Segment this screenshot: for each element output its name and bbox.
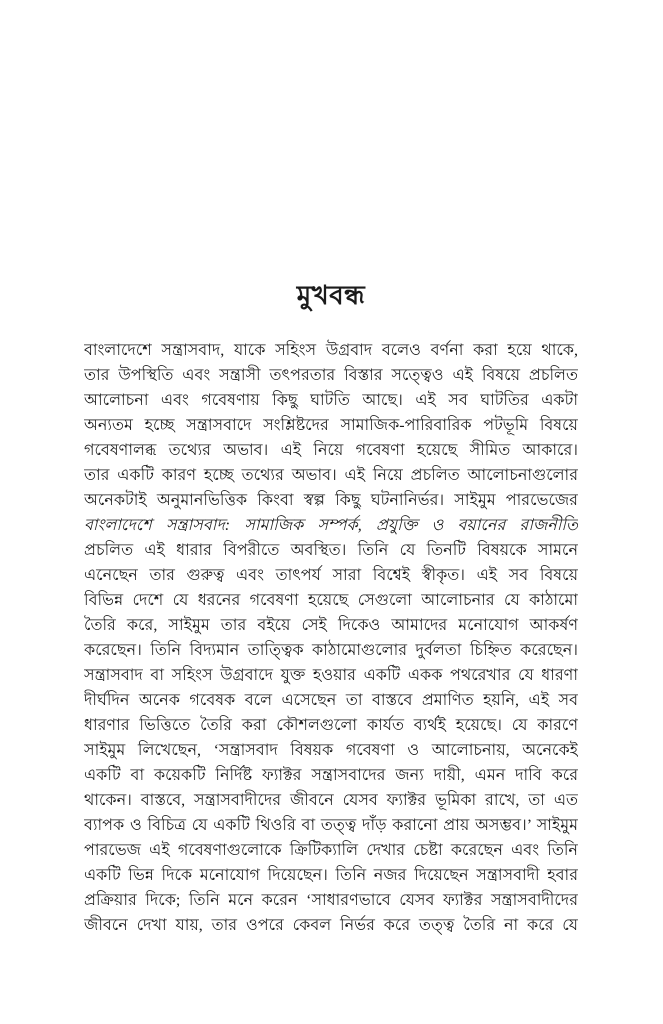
preface-paragraph	[84, 338, 578, 938]
text-line: অনেকটাই অনুমানভিত্তিক কিংবা স্বল্প কিছু ঘটনানির্ভর। সাইমুম পারভেজের	[84, 492, 578, 509]
text-line: একটি বা কয়েকটি নির্দিষ্ট ফ্যাক্টর সন্ত্রাসবাদের জন্য দায়ী, এমন দাবি করে	[84, 767, 578, 784]
text-line: সাইমুম লিখেছেন, ‘সন্ত্রাসবাদ বিষয়ক গবেষণা ও আলোচনায়, অনেকেই	[84, 742, 578, 759]
text-line: বিভিন্ন দেশে যে ধরনের গবেষণা হয়েছে সেগুলো আলোচনার যে কাঠামো	[84, 592, 578, 609]
text-line: তার উপস্থিতি এবং সন্ত্রাসী তৎপরতার বিস্তার সত্ত্বেও এই বিষয়ে প্রচলিত	[84, 367, 578, 384]
page-title: মুখবন্ধ	[296, 281, 366, 310]
text-line: করেছেন। তিনি বিদ্যমান তাত্ত্বিক কাঠামোগুলোর দুর্বলতা চিহ্নিত করেছেন।	[84, 642, 578, 659]
text-line: ব্যাপক ও বিচিত্র যে একটি থিওরি বা তত্ত্ব দাঁড় করানো প্রায় অসম্ভব।’ সাইমুম	[84, 817, 578, 834]
page-content	[84, 279, 578, 938]
text-line: সন্ত্রাসবাদ বা সহিংস উগ্রবাদে যুক্ত হওয়ার একটি একক পথরেখার যে ধারণা	[84, 667, 578, 684]
text-line: একটি ভিন্ন দিকে মনোযোগ দিয়েছেন। তিনি নজর দিয়েছেন সন্ত্রাসবাদী হবার	[84, 867, 578, 884]
text-line: তার একটি কারণ হচ্ছে তথ্যের অভাব। এই নিয়ে প্রচলিত আলোচনাগুলোর	[84, 467, 578, 484]
text-line: দীর্ঘদিন অনেক গবেষক বলে এসেছেন তা বাস্তবে প্রমাণিত হয়নি, এই সব	[84, 692, 578, 709]
text-line: প্রচলিত এই ধারার বিপরীতে অবস্থিত। তিনি যে তিনটি বিষয়কে সামনে	[84, 542, 578, 559]
text-line: জীবনে দেখা যায়, তার ওপরে কেবল নির্ভর করে তত্ত্ব তৈরি না করে যে	[84, 917, 578, 934]
text-line: বাংলাদেশে সন্ত্রাসবাদ, যাকে সহিংস উগ্রবাদ বলেও বর্ণনা করা হয়ে থাকে,	[84, 342, 578, 359]
text-line: পারভেজ এই গবেষণাগুলোকে ক্রিটিক্যালি দেখার চেষ্টা করেছেন এবং তিনি	[84, 842, 578, 859]
text-line: ধারণার ভিত্তিতে তৈরি করা কৌশলগুলো কার্যত ব্যর্থই হয়েছে। যে কারণে	[84, 717, 578, 734]
referenced-book-title-line: বাংলাদেশে সন্ত্রাসবাদ: সামাজিক সম্পর্ক, প্রযুক্তি ও বয়ানের রাজনীতি	[84, 517, 578, 534]
text-line: এনেছেন তার গুরুত্ব এবং তাৎপর্য সারা বিশ্বেই স্বীকৃত। এই সব বিষয়ে	[84, 567, 578, 584]
text-line: প্রক্রিয়ার দিকে; তিনি মনে করেন ‘সাধারণভাবে যেসব ফ্যাক্টর সন্ত্রাসবাদীদের	[84, 892, 578, 909]
text-line: আলোচনা এবং গবেষণায় কিছু ঘাটতি আছে। এই সব ঘাটতির একটা	[84, 392, 578, 409]
text-line: তৈরি করে, সাইমুম তার বইয়ে সেই দিকেও আমাদের মনোযোগ আকর্ষণ	[84, 617, 578, 634]
text-line: অন্যতম হচ্ছে সন্ত্রাসবাদে সংশ্লিষ্টদের সামাজিক-পারিবারিক পটভূমি বিষয়ে	[84, 417, 578, 434]
text-line: গবেষণালব্ধ তথ্যের অভাব। এই নিয়ে গবেষণা হয়েছে সীমিত আকারে।	[84, 442, 578, 459]
text-line: থাকেন। বাস্তবে, সন্ত্রাসবাদীদের জীবনে যেসব ফ্যাক্টর ভূমিকা রাখে, তা এত	[84, 792, 578, 809]
